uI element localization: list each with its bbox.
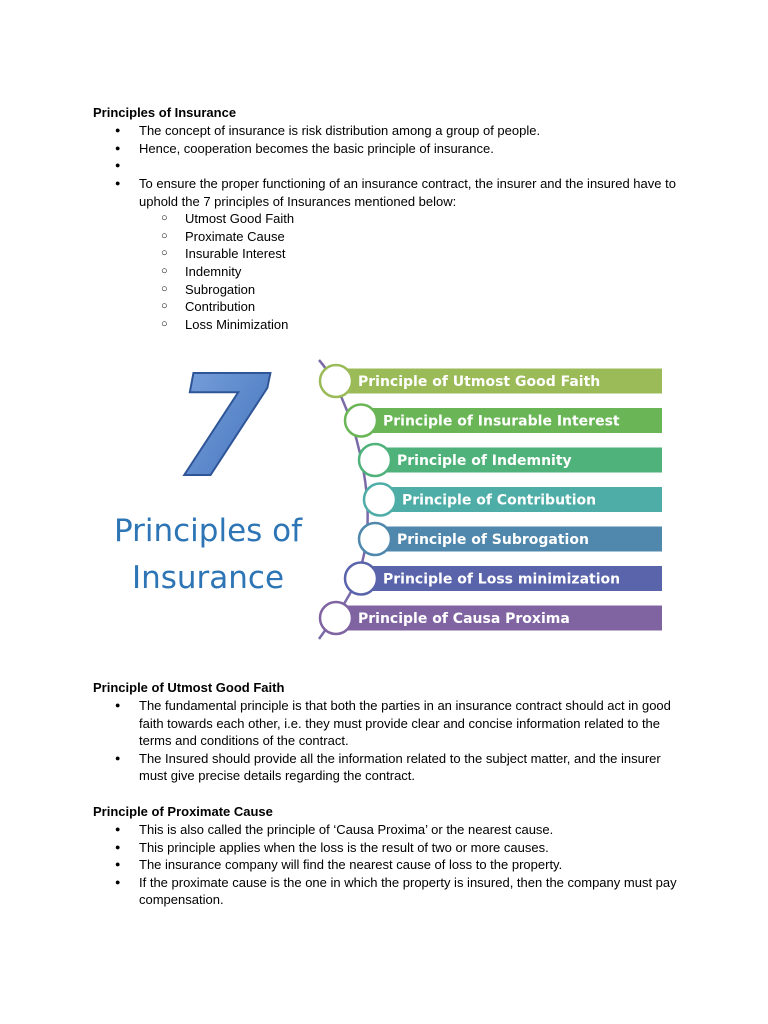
list-spacer	[93, 157, 683, 175]
list-item: ● The fundamental principle is that both the parties in an insurance contract should act in good faith towards each other, i.e. they must provide clear and concise information related to the terms and conditions of the contract.	[93, 697, 683, 750]
big-number-seven: 7	[173, 355, 271, 509]
section-heading-proximate-cause: Principle of Proximate Cause	[93, 804, 273, 819]
principle-bar-label: Principle of Indemnity	[397, 453, 572, 469]
principle-bar-label: Principle of Contribution	[402, 492, 597, 509]
principle-circle	[359, 444, 391, 476]
seven-principles-graphic	[100, 355, 670, 645]
timeline-curve	[319, 360, 368, 639]
ensure-text: To ensure the proper functioning of an insurance contract, the insurer and the insured have to uphold the 7 principles of Insurances mentioned below:	[139, 176, 676, 209]
list-item: ● The concept of insurance is risk distribution among a group of people.	[93, 122, 683, 140]
intro-bullet-list	[93, 122, 683, 175]
sub-list-item: ○ Indemnity	[139, 263, 683, 281]
list-item: ● If the proximate cause is the one in which the property is insured, then the company must pay compensation.	[93, 874, 683, 909]
list-item: ● Hence, cooperation becomes the basic principle of insurance.	[93, 140, 683, 158]
list-item: ● The insurance company will find the nearest cause of loss to the property.	[93, 856, 683, 874]
list-item: ● The Insured should provide all the information related to the subject matter, and the insurer must give precise details regarding the contract.	[93, 750, 683, 785]
principle-circle	[320, 365, 352, 397]
sub-list-item: ○ Insurable Interest	[139, 245, 683, 263]
sub-list-item: ○ Subrogation	[139, 281, 683, 299]
principle-circle	[359, 523, 391, 555]
graphic-title-line-2: Insurance	[131, 560, 285, 596]
principle-bar-label: Principle of Causa Proxima	[358, 611, 570, 627]
sub-list-item: ○ Proximate Cause	[139, 228, 683, 246]
sub-list-item: ○ Loss Minimization	[139, 316, 683, 334]
principle-circle	[345, 563, 377, 595]
principles-sub-list	[139, 210, 683, 333]
section-heading-utmost-good-faith: Principle of Utmost Good Faith	[93, 680, 285, 695]
principle-bar-label: Principle of Utmost Good Faith	[358, 374, 601, 390]
list-item	[93, 175, 683, 333]
principle-bar-label: Principle of Subrogation	[397, 532, 589, 548]
principle-bars	[320, 365, 662, 634]
principle-bar-label: Principle of Loss minimization	[383, 571, 621, 588]
proximate-bullet-list	[93, 821, 683, 909]
sub-list-item: ○ Utmost Good Faith	[139, 210, 683, 228]
graphic-title-line-1: Principles of	[113, 513, 303, 549]
list-item: ● This principle applies when the loss is the result of two or more causes.	[93, 839, 683, 857]
sub-list-item: ○ Contribution	[139, 298, 683, 316]
principles-bullet-list	[93, 175, 683, 333]
list-item: ● This is also called the principle of ‘Causa Proxima’ or the nearest cause.	[93, 821, 683, 839]
principle-circle	[320, 602, 352, 634]
principle-circle	[364, 484, 396, 516]
principle-circle	[345, 405, 377, 437]
utmost-bullet-list	[93, 697, 683, 785]
principle-bar-label: Principle of Insurable Interest	[383, 413, 620, 430]
section-heading-principles-of-insurance: Principles of Insurance	[93, 105, 237, 120]
